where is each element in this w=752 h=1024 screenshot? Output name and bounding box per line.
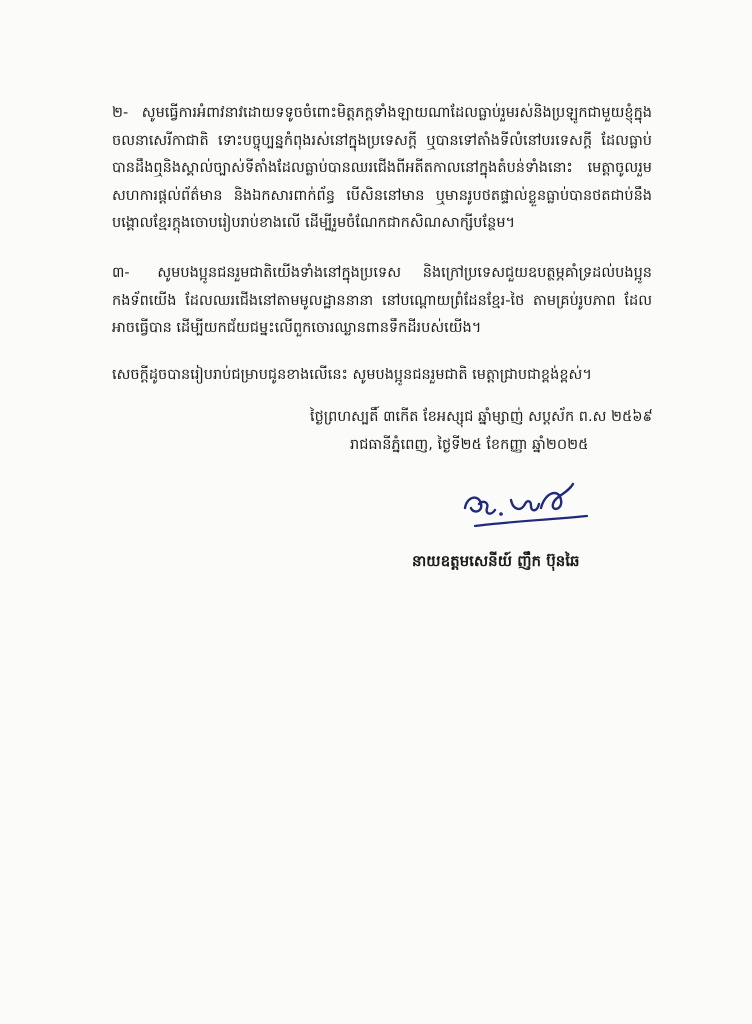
solar-date-line: រាជធានីភ្នំពេញ, ថ្ងៃទី២៥ ខែកញ្ញា ឆ្នាំ២០២៥ — [350, 437, 589, 453]
item-number: ៣- — [112, 265, 130, 281]
handwritten-signature — [455, 478, 595, 536]
paragraph-item-2 — [112, 100, 652, 238]
paragraph-item-3 — [112, 260, 652, 343]
item-number: ២- — [112, 105, 129, 121]
item-text: សូមធ្វើការអំពាវនាវដោយទទូចចំពោះមិត្តភក្តទាំងឡាយណាដែលធ្លាប់រួមរស់និងប្រឡូកជាមួយខ្ញុំក្នុងចលនាសេរីកាជាតិ ទោះបច្ចុប្បន្នកំពុងរស់នៅក្នុងប្រទេសក្តី ឬបានទៅតាំងទីលំនៅបរទេសក្តី ដែលធ្លាប់បានដឹងឮនិងស្គាល់ច្បាស់ទីតាំងដែលធ្លាប់បានឈរជើងពីអតីតកាលនៅក្នុងតំបន់ទាំងនោះ មេត្តាចូលរួមសហការផ្តល់ព័ត៌មាន និងឯកសារពាក់ព័ន្ធ បើសិននៅមាន ឬមានរូបថតផ្ទាល់ខ្លួនធ្លាប់បានថតជាប់នឹងបង្គោលខ្មែរក្តុងចេាបរៀបរាប់ខាងលើ ដើម្បីរួមចំណែកជាកសិណសាក្សីបន្ថែម។ — [112, 105, 652, 231]
signer-name: នាយឧត្តមសេនីយ៍ ញឹក ប៊ុនឆៃ — [412, 552, 580, 570]
item-text: សូមបងប្អូនជនរួមជាតិយើងទាំងនៅក្នុងប្រទេស និងក្រៅប្រទេសជួយឧបត្ថម្ភគាំទ្រដល់បងប្អូនកងទ័ពយើង ដែលឈរជើងនៅតាមមូលដ្ឋាននានា នៅបណ្តោយព្រំដែនខ្មែរ-ថៃ តាមគ្រប់រូបភាព ដែលអាចធ្វើបាន ដើម្បីយកជ័យជម្នះលើពួកចោរឈ្លានពានទឹកដីរបស់យើង។ — [112, 265, 652, 336]
lunar-date-line: ថ្ងៃព្រហស្បតិ៍ ៣កើត ខែអស្សុជ ឆ្នាំម្សាញ់ សប្តស័ក ព.ស ២៥៦៩ — [310, 409, 653, 425]
closing-statement: សេចក្តីដូចបានរៀបរាប់ជម្រាបជូនខាងលើនេះ សូមបងប្អូនជនរួមជាតិ មេត្តាជ្រាបជាខ្ពង់ខ្ពស់។ — [112, 367, 592, 383]
